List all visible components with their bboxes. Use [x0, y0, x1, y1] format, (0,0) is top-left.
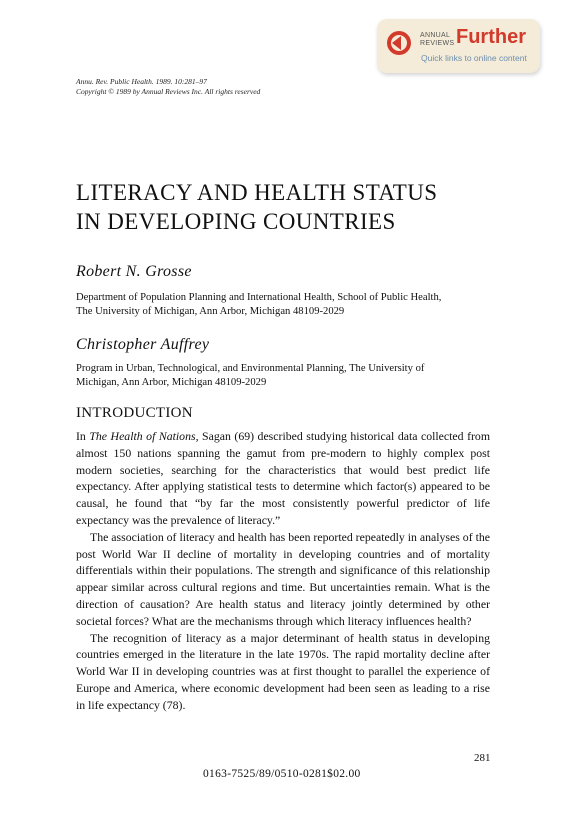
page-number: 281 — [474, 752, 491, 764]
banner-quick-links-link[interactable]: Quick links to online content — [421, 53, 527, 63]
back-arrow-icon — [392, 36, 401, 50]
annual-reviews-further-banner[interactable] — [377, 19, 540, 73]
paragraph: The association of literacy and health has been reported repeatedly in analyses of the post World War II decline of mortality in developing countries and of mortality differentials within their populations. The strength and significance of this relationship appear similar across cultural regions and time. But uncertainties remain. What is the direction of causation? Are health status and literacy jointly determined by other societal forces? What are the mechanisms through which literacy influences health? — [76, 529, 490, 628]
author-affiliation: Program in Urban, Technological, and Environmental Planning, The University of Michigan, Ann Arbor, Michigan 48109-2029 — [76, 363, 425, 388]
copyright-line: Copyright © 1989 by Annual Reviews Inc. All rights reserved — [76, 87, 261, 96]
article-body — [76, 428, 490, 714]
banner-further-label: Further — [456, 26, 526, 48]
article-code: 0163-7525/89/0510-0281$02.00 — [203, 768, 361, 780]
article-title: LITERACY AND HEALTH STATUS IN DEVELOPING COUNTRIES — [76, 180, 438, 234]
paragraph: The recognition of literacy as a major determinant of health status in developing countries emerged in the literature in the late 1970s. The rapid mortality decline after World War II in developing countries was at first thought to parallel the experience of Europe and America, where economic development had been seen as leading to a rise in life expectancy (78). — [76, 630, 490, 712]
paragraph: In The Health of Nations, Sagan (69) described studying historical data collected from almost 150 nations spanning the gamut from pre-modern to highly complex post modern societies, searching for the characteristics that would best predict life expectancy. After applying statistical tests to determine which factor(s) appeared to be causal, he found that “by far the most consistently powerful predictor of life expectancy was the prevalence of literacy.” — [76, 429, 490, 527]
citation-line: Annu. Rev. Public Health. 1989. 10:281–97 — [76, 77, 207, 86]
banner-publisher: ANNUAL REVIEWS — [420, 32, 455, 47]
author-affiliation: Department of Population Planning and International Health, School of Public Health, The University of Michigan, Ann Arbor, Michigan 48109-2029 — [76, 292, 442, 317]
journal-citation — [76, 77, 260, 97]
author-name: Robert N. Grosse — [76, 263, 192, 280]
author-name: Christopher Auffrey — [76, 336, 210, 353]
section-heading: INTRODUCTION — [76, 405, 193, 421]
book-title: The Health of Nations, — [89, 429, 199, 443]
